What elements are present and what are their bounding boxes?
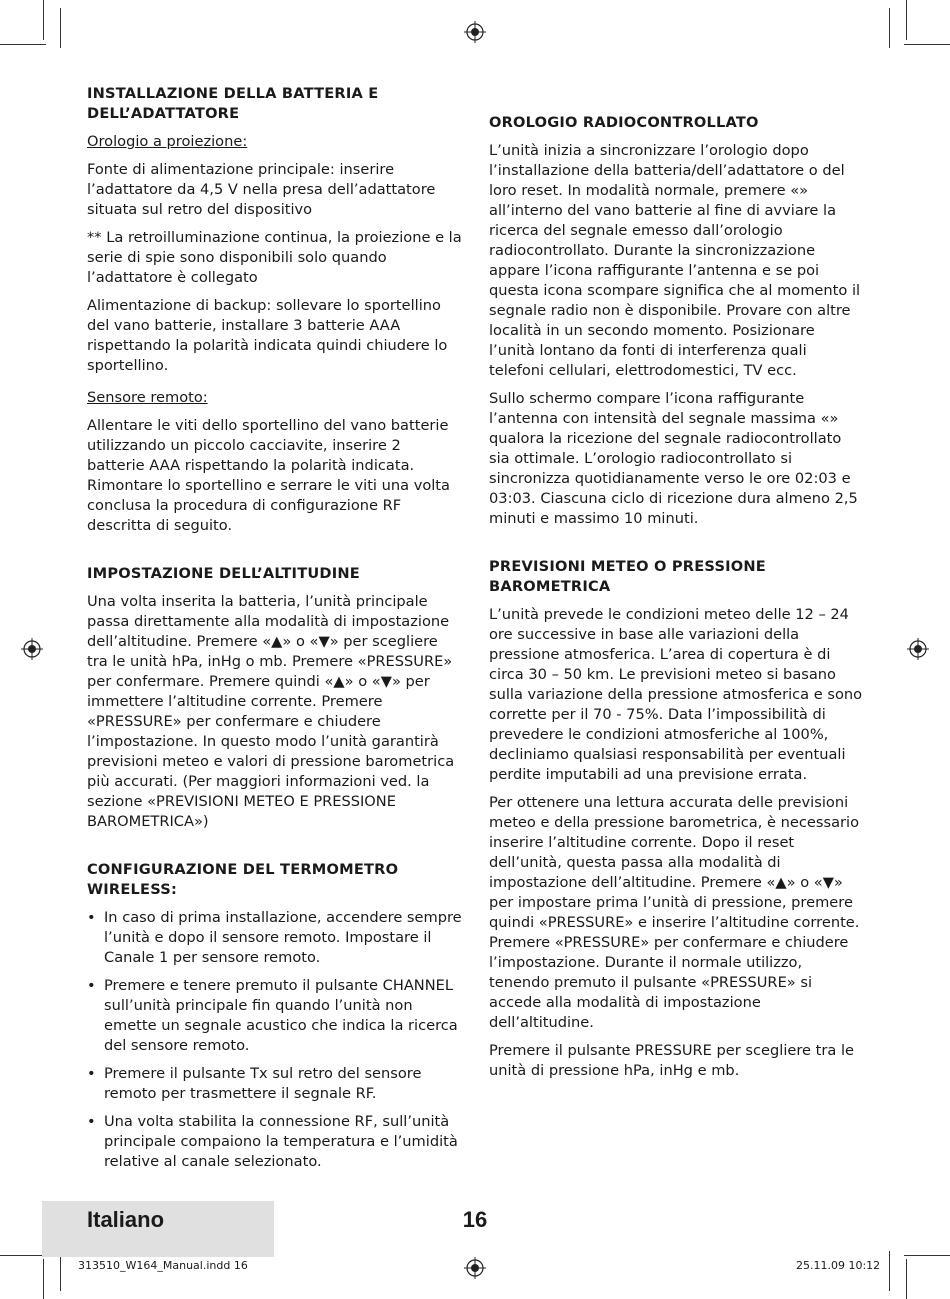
heading-radio-controlled-clock: OROLOGIO RADIOCONTROLLATO [489,114,759,131]
paragraph-altitude: Una volta inserita la batteria, l’unità principale passa direttamente alla modalità di impostazione dell’altitudine. Premere «▲» o «▼» per scegliere tra le unità hPa, inHg o mb. Premere «PRESSURE» per confermare. Premere quindi «▲» o «▼» per immettere l’altitudine corrente. Premere «PRESSURE» per confermare e chiudere l’impostazione. In questo modo l’unità garantirà previsioni meteo e valori di pressione barometrica più accurati. (Per maggiori informazioni ved. la sezione «PREVISIONI METEO E PRESSIONE BAROMETRICA») [87,593,455,830]
list-item: • In caso di prima installazione, accendere sempre l’unità e dopo il sensore remoto. Impostare il Canale 1 per sensore remoto. [87,908,463,968]
paragraph-accurate-reading: Per ottenere una lettura accurata delle previsioni meteo e della pressione barometrica, è necessario inserire l’altitudine corrente. Dopo il reset dell’unità, questa passa alla modalità di impostazione dell’altitudine. Premere «▲» o «▼» per impostare prima l’unità di pressione, premere quindi «PRESSURE» e inserire l’altitudine corrente. Premere «PRESSURE» per confermare e chiudere l’impostazione. Durante il normale utilizzo, tenendo premuto il pulsante «PRESSURE» si accede alla modalità di impostazione dell’altitudine. [489,794,860,1031]
crop-mark [904,1255,950,1256]
registration-mark-icon [464,1257,486,1279]
heading-weather-forecast: PREVISIONI METEO O PRESSIONE BAROMETRICA [489,558,766,595]
subheading-remote-sensor: Sensore remoto: [87,389,208,406]
crop-mark [889,8,890,48]
crop-mark [0,1255,46,1256]
file-slug: 313510_W164_Manual.indd 16 [78,1259,248,1272]
list-item: • Premere e tenere premuto il pulsante CHANNEL sull’unità principale fin quando l’unità non emette un segnale acustico che indica la ricerca del sensore remoto. [87,976,463,1056]
paragraph-remote-sensor: Allentare le viti dello sportellino del vano batterie utilizzando un piccolo cacciavite, inserire 2 batterie AAA rispettando la polarità indicata. Rimontare lo sportellino e serrare le viti una volta conclusa la procedura di configurazione RF descritta di seguito. [87,417,450,534]
page-number: 16 [462,1207,488,1232]
crop-mark [43,0,44,40]
registration-mark-icon [21,638,43,660]
language-label: Italiano [87,1207,165,1232]
paragraph-backlight-note: ** La retroilluminazione continua, la proiezione e la serie di spie sono disponibili solo quando l’adattatore è collegato [87,229,462,286]
registration-mark-icon [464,21,486,43]
right-column [489,113,865,1089]
paragraph-radio-sync: L’unità inizia a sincronizzare l’orologio dopo l’installazione della batteria/dell’adattatore o del loro reset. In modalità normale, premere «» all’interno del vano batterie al fine di avviare la ricerca del segnale emesso dall’orologio radiocontrollato. Durante la sincronizzazione appare l’icona raffigurante l’antenna e se poi questa icona scompare significa che al momento il segnale radio non è disponibile. Provare con altre località in un secondo momento. Posizionare l’unità lontano da fonti di interferenza quali telefoni cellulari, elettrodomestici, TV ecc. [489,142,861,379]
crop-mark [904,44,950,45]
crop-mark [60,8,61,48]
paragraph-antenna-signal: Sullo schermo compare l’icona raffigurante l’antenna con intensità del segnale massima «» qualora la ricezione del segnale radiocontrollato sia ottimale. L’orologio radiocontrollato si sincronizza quotidianamente verso le ore 02:03 e 03:03. Ciascuna ciclo di ricezione dura almeno 2,5 minuti e massimo 10 minuti. [489,390,858,527]
paragraph-forecast: L’unità prevede le condizioni meteo delle 12 – 24 ore successive in base alle variazioni della pressione atmosferica. L’area di copertura è di circa 30 – 50 km. Le previsioni meteo si basano sulla variazione della pressione atmosferica e sono corrette per il 70 - 75%. Data l’impossibilità di prevedere le condizioni atmosferiche al 100%, decliniamo qualsiasi responsabilità per eventuali perdite imputabili ad una previsione errata. [489,606,863,783]
crop-mark [906,1259,907,1299]
subheading-projection-clock: Orologio a proiezione: [87,133,248,150]
list-item: • Una volta stabilita la connessione RF, sull’unità principale compaiono la temperatura e l’umidità relative al canale selezionato. [87,1112,463,1172]
paragraph-main-power: Fonte di alimentazione principale: inserire l’adattatore da 4,5 V nella presa dell’adattatore situata sul retro del dispositivo [87,161,436,218]
crop-mark [889,1251,890,1291]
paragraph-backup-power: Alimentazione di backup: sollevare lo sportellino del vano batterie, installare 3 batterie AAA rispettando la polarità indicata quindi chiudere lo sportellino. [87,297,448,374]
crop-mark [43,1259,44,1299]
left-column [87,84,463,1180]
heading-battery-installation: INSTALLAZIONE DELLA BATTERIA E DELL’ADATTATORE [87,85,379,122]
heading-wireless-config: CONFIGURAZIONE DEL TERMOMETRO WIRELESS: [87,861,399,898]
registration-mark-icon [907,638,929,660]
crop-mark [60,1251,61,1291]
crop-mark [906,0,907,40]
crop-mark [0,44,46,45]
paragraph-pressure-units: Premere il pulsante PRESSURE per scegliere tra le unità di pressione hPa, inHg e mb. [489,1042,854,1079]
date-slug: 25.11.09 10:12 [796,1259,881,1272]
heading-altitude-setting: IMPOSTAZIONE DELL’ALTITUDINE [87,565,360,582]
wireless-steps-list [87,908,463,1172]
list-item: • Premere il pulsante Tx sul retro del sensore remoto per trasmettere il segnale RF. [87,1064,463,1104]
